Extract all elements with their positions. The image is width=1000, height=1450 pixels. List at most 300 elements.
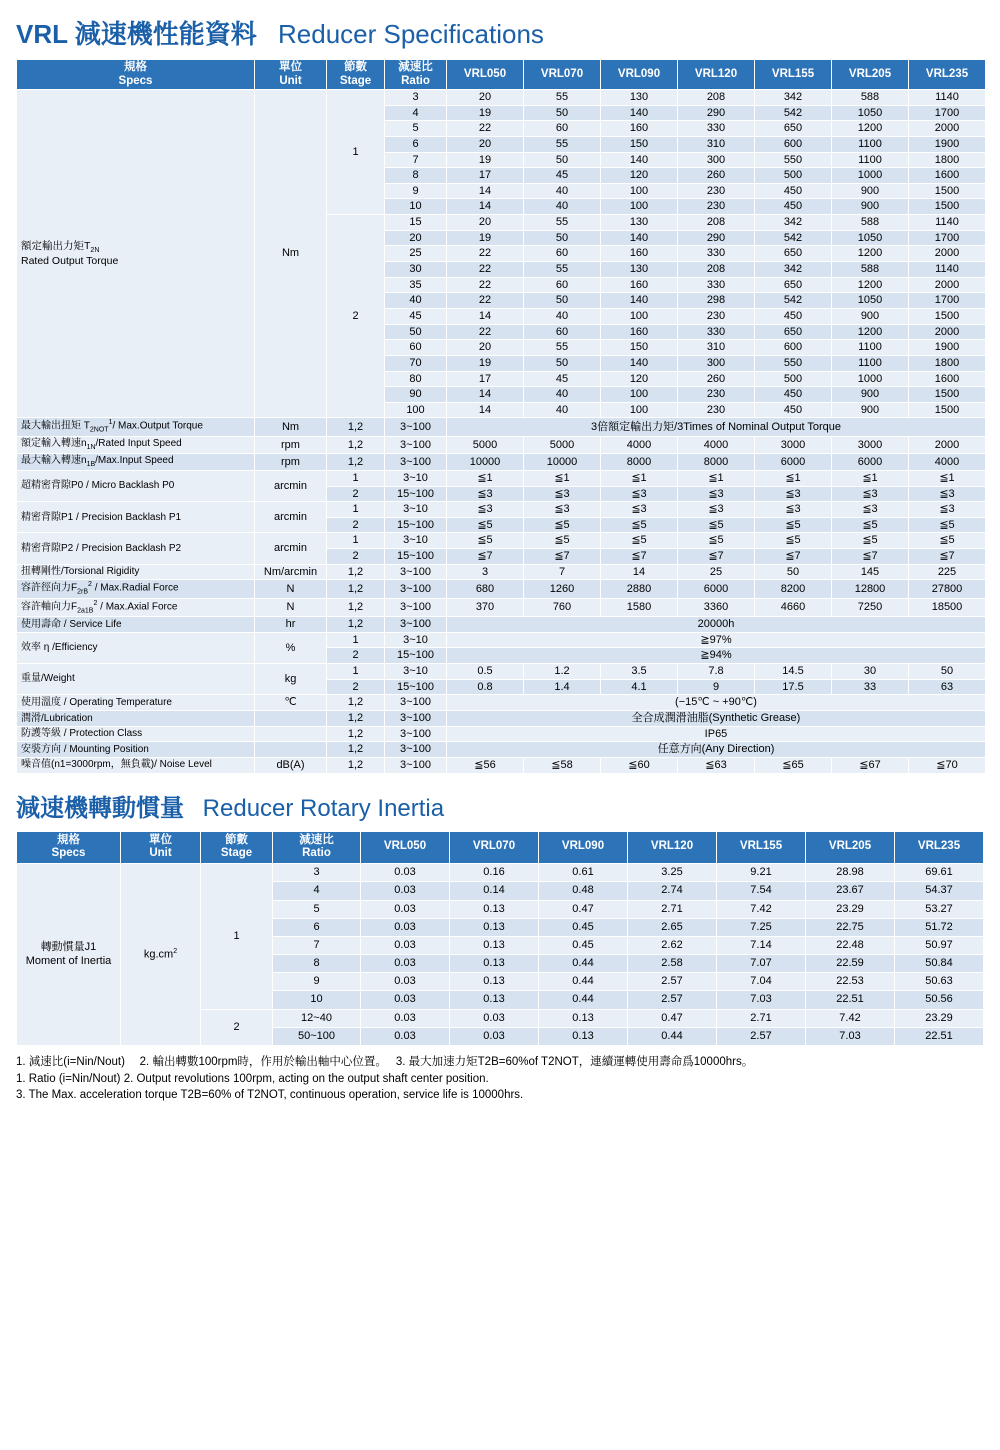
- table-row: [17, 533, 986, 549]
- cell-value: 0.44: [539, 991, 628, 1009]
- cell-stage: 1: [327, 502, 385, 518]
- table-row: [17, 90, 986, 106]
- cell-value: 14: [447, 387, 524, 403]
- cell-stage: 1,2: [327, 711, 385, 727]
- cell-value: 7250: [832, 598, 909, 616]
- cell-value: 3: [447, 564, 524, 580]
- cell-value: ≦5: [678, 533, 755, 549]
- cell-value: 53.27: [895, 900, 984, 918]
- header-model: VRL120: [628, 831, 717, 864]
- cell-value: 5000: [524, 436, 601, 453]
- cell-stage: 2: [327, 679, 385, 695]
- cell-unit: Nm: [255, 90, 327, 418]
- cell-value: 25: [678, 564, 755, 580]
- table-row: [17, 617, 986, 633]
- cell-value: 120: [601, 371, 678, 387]
- cell-value: 0.13: [450, 991, 539, 1009]
- cell-value: 1260: [524, 580, 601, 598]
- row-label: 防護等級 / Protection Class: [17, 726, 255, 742]
- header-model: VRL235: [895, 831, 984, 864]
- cell-value: ≦3: [601, 502, 678, 518]
- cell-value: ≦60: [601, 757, 678, 773]
- cell-value: 298: [678, 293, 755, 309]
- cell-value: 3000: [832, 436, 909, 453]
- cell-ratio: 30: [385, 262, 447, 278]
- cell-value: 55: [524, 136, 601, 152]
- cell-value: 8000: [678, 453, 755, 470]
- cell-value: 30: [832, 664, 909, 680]
- cell-value: 100: [601, 387, 678, 403]
- header-stage: 節數 Stage: [201, 831, 273, 864]
- cell-value: ≦3: [524, 502, 601, 518]
- cell-value: ≦5: [909, 533, 986, 549]
- cell-value: 1900: [909, 340, 986, 356]
- cell-unit: [255, 742, 327, 758]
- cell-value: ≦7: [447, 549, 524, 565]
- cell-value: 50.63: [895, 973, 984, 991]
- cell-stage: 2: [327, 486, 385, 502]
- cell-value: 310: [678, 340, 755, 356]
- cell-ratio: 10: [273, 991, 361, 1009]
- cell-value: 330: [678, 277, 755, 293]
- cell-stage: 2: [327, 517, 385, 533]
- cell-value: 160: [601, 277, 678, 293]
- cell-stage: 1: [327, 664, 385, 680]
- cell-value: 0.13: [450, 955, 539, 973]
- cell-ratio: 3~100: [385, 726, 447, 742]
- cell-value: 50.97: [895, 936, 984, 954]
- cell-value: 22: [447, 262, 524, 278]
- cell-value: 7.54: [717, 882, 806, 900]
- cell-value: 150: [601, 136, 678, 152]
- cell-value: 145: [832, 564, 909, 580]
- cell-value: ≦7: [601, 549, 678, 565]
- cell-value: 900: [832, 308, 909, 324]
- cell-value: 542: [755, 105, 832, 121]
- cell-value: 20: [447, 136, 524, 152]
- cell-value: ≦5: [601, 533, 678, 549]
- cell-value: 20: [447, 215, 524, 231]
- cell-value: 6000: [678, 580, 755, 598]
- cell-value: 310: [678, 136, 755, 152]
- cell-ratio: 9: [385, 183, 447, 199]
- cell-value: 100: [601, 308, 678, 324]
- cell-value: 0.13: [539, 1009, 628, 1027]
- cell-value: 1200: [832, 246, 909, 262]
- cell-ratio: 25: [385, 246, 447, 262]
- cell-value: 19: [447, 355, 524, 371]
- cell-value: 7.04: [717, 973, 806, 991]
- cell-ratio: 45: [385, 308, 447, 324]
- cell-value: 550: [755, 152, 832, 168]
- cell-value: 330: [678, 246, 755, 262]
- cell-value: 1050: [832, 293, 909, 309]
- cell-value: 588: [832, 215, 909, 231]
- header-model: VRL090: [539, 831, 628, 864]
- cell-value: 500: [755, 371, 832, 387]
- cell-value: 2.58: [628, 955, 717, 973]
- cell-ratio: 3: [273, 864, 361, 882]
- cell-value: 50: [524, 152, 601, 168]
- cell-value: ≦3: [601, 486, 678, 502]
- cell-value: 22: [447, 277, 524, 293]
- cell-value: 17.5: [755, 679, 832, 695]
- cell-value: 40: [524, 308, 601, 324]
- cell-value: ≦1: [832, 470, 909, 486]
- header-model: VRL050: [447, 60, 524, 90]
- cell-value: 1600: [909, 168, 986, 184]
- cell-value: 2.71: [717, 1009, 806, 1027]
- row-label: 最大輸入轉速$n_{1B}/Max.Input$ Speed: [17, 453, 255, 470]
- cell-value: 900: [832, 387, 909, 403]
- cell-value: 7.42: [717, 900, 806, 918]
- cell-value: 12800: [832, 580, 909, 598]
- cell-stage: 1,2: [327, 757, 385, 773]
- inertia-title-en: Reducer Rotary Inertia: [202, 794, 445, 822]
- cell-value: 208: [678, 215, 755, 231]
- table-row: [17, 695, 986, 711]
- cell-value: 1050: [832, 230, 909, 246]
- cell-stage: 2: [327, 648, 385, 664]
- cell-value: 1580: [601, 598, 678, 616]
- cell-value: 760: [524, 598, 601, 616]
- cell-value: 7.03: [717, 991, 806, 1009]
- table-row: [17, 742, 986, 758]
- cell-value: 450: [755, 308, 832, 324]
- cell-value: 2.65: [628, 918, 717, 936]
- cell-unit: ℃: [255, 695, 327, 711]
- cell-value: 2.57: [628, 973, 717, 991]
- cell-value: 208: [678, 262, 755, 278]
- cell-ratio: 15~100: [385, 517, 447, 533]
- cell-value: 4000: [678, 436, 755, 453]
- cell-value: ≦1: [447, 470, 524, 486]
- header-specs: 規格 Specs: [17, 60, 255, 90]
- cell-value: 300: [678, 355, 755, 371]
- cell-value: 7.8: [678, 664, 755, 680]
- cell-value: 330: [678, 121, 755, 137]
- cell-value: 55: [524, 90, 601, 106]
- cell-stage: 1,2: [327, 418, 385, 436]
- header-model: VRL235: [909, 60, 986, 90]
- cell-unit: [255, 711, 327, 727]
- cell-stage: 1,2: [327, 742, 385, 758]
- cell-value: 50: [909, 664, 986, 680]
- cell-value: 1000: [832, 168, 909, 184]
- cell-ratio: 90: [385, 387, 447, 403]
- table-row: [17, 664, 986, 680]
- cell-value: 160: [601, 246, 678, 262]
- cell-value-span: 任意方向(Any Direction): [447, 742, 986, 758]
- cell-ratio: 12~40: [273, 1009, 361, 1027]
- cell-ratio: 15: [385, 215, 447, 231]
- cell-ratio: 3~10: [385, 533, 447, 549]
- cell-value: 17: [447, 168, 524, 184]
- cell-stage: 2: [327, 215, 385, 418]
- cell-value: 63: [909, 679, 986, 695]
- cell-value-span: (−15℃ ~ +90℃): [447, 695, 986, 711]
- cell-value: 55: [524, 262, 601, 278]
- cell-value: 0.44: [539, 955, 628, 973]
- table-row: [17, 453, 986, 470]
- row-label: 超精密背隙P0 / Micro Backlash P0: [17, 470, 255, 501]
- cell-value: ≦3: [447, 486, 524, 502]
- cell-value: 6000: [832, 453, 909, 470]
- cell-value: 130: [601, 215, 678, 231]
- row-label: 安裝方向 / Mounting Position: [17, 742, 255, 758]
- row-label: 精密背隙P2 / Precision Backlash P2: [17, 533, 255, 564]
- cell-unit: arcmin: [255, 502, 327, 533]
- cell-value: 50: [524, 293, 601, 309]
- cell-ratio: 100: [385, 402, 447, 418]
- cell-value: 22.51: [806, 991, 895, 1009]
- cell-value: ≦5: [832, 533, 909, 549]
- cell-value: 0.03: [361, 936, 450, 954]
- cell-value: 450: [755, 402, 832, 418]
- cell-value: 60: [524, 277, 601, 293]
- cell-value: 140: [601, 105, 678, 121]
- cell-value: 230: [678, 308, 755, 324]
- cell-value: 225: [909, 564, 986, 580]
- cell-value: 588: [832, 262, 909, 278]
- cell-stage: 1: [201, 864, 273, 1010]
- cell-value: 2880: [601, 580, 678, 598]
- cell-ratio: 50: [385, 324, 447, 340]
- cell-ratio: 3~10: [385, 632, 447, 648]
- cell-value: 6000: [755, 453, 832, 470]
- cell-ratio: 3~10: [385, 664, 447, 680]
- cell-value: 4000: [601, 436, 678, 453]
- cell-value: 1500: [909, 402, 986, 418]
- cell-value: 20: [447, 90, 524, 106]
- cell-value: ≦3: [832, 502, 909, 518]
- cell-value: 14: [601, 564, 678, 580]
- cell-stage: 1,2: [327, 695, 385, 711]
- cell-stage: 1,2: [327, 726, 385, 742]
- cell-ratio: 3~100: [385, 564, 447, 580]
- cell-value: 650: [755, 324, 832, 340]
- cell-value: 0.03: [361, 900, 450, 918]
- header-unit: 單位 Unit: [255, 60, 327, 90]
- cell-value: 0.14: [450, 882, 539, 900]
- cell-value: 45: [524, 168, 601, 184]
- cell-stage: 1: [327, 632, 385, 648]
- cell-value: 19: [447, 152, 524, 168]
- cell-ratio: 4: [273, 882, 361, 900]
- cell-ratio: 15~100: [385, 679, 447, 695]
- cell-value: 542: [755, 293, 832, 309]
- cell-value: 0.5: [447, 664, 524, 680]
- cell-ratio: 15~100: [385, 648, 447, 664]
- cell-value: 650: [755, 246, 832, 262]
- table-row: [17, 757, 986, 773]
- cell-value: ≦5: [678, 517, 755, 533]
- cell-value: ≦65: [755, 757, 832, 773]
- cell-stage: 2: [327, 549, 385, 565]
- row-label-inertia: 轉動慣量J1 Moment of Inertia: [17, 864, 121, 1046]
- cell-value: 19: [447, 230, 524, 246]
- header-model: VRL050: [361, 831, 450, 864]
- cell-value: 14: [447, 308, 524, 324]
- cell-value: 23.29: [806, 900, 895, 918]
- cell-value: 69.61: [895, 864, 984, 882]
- cell-value: ≦1: [755, 470, 832, 486]
- table-row: [17, 436, 986, 453]
- cell-value: 1.2: [524, 664, 601, 680]
- cell-value: 130: [601, 262, 678, 278]
- cell-ratio: 9: [273, 973, 361, 991]
- cell-value: ≦3: [524, 486, 601, 502]
- cell-value: 14: [447, 183, 524, 199]
- cell-value: 60: [524, 246, 601, 262]
- cell-value: 22.53: [806, 973, 895, 991]
- header-model: VRL120: [678, 60, 755, 90]
- cell-value: ≦7: [909, 549, 986, 565]
- cell-value: 0.44: [628, 1027, 717, 1045]
- cell-value: 7.03: [806, 1027, 895, 1045]
- cell-value: 5000: [447, 436, 524, 453]
- cell-value: 7.25: [717, 918, 806, 936]
- cell-value: ≦1: [601, 470, 678, 486]
- cell-value: 22.51: [895, 1027, 984, 1045]
- cell-value: 50.56: [895, 991, 984, 1009]
- cell-value: ≦5: [601, 517, 678, 533]
- cell-value: ≦3: [909, 502, 986, 518]
- cell-unit: [255, 726, 327, 742]
- cell-value: 140: [601, 152, 678, 168]
- cell-ratio: 6: [385, 136, 447, 152]
- cell-ratio: 5: [273, 900, 361, 918]
- cell-value: 3360: [678, 598, 755, 616]
- row-label: 精密背隙P1 / Precision Backlash P1: [17, 502, 255, 533]
- cell-value: 2000: [909, 436, 986, 453]
- cell-value: 0.13: [539, 1027, 628, 1045]
- cell-value: 650: [755, 121, 832, 137]
- cell-stage: 1,2: [327, 580, 385, 598]
- cell-value-span: ≧94%: [447, 648, 986, 664]
- table-row: [17, 564, 986, 580]
- cell-value: 0.03: [361, 1009, 450, 1027]
- cell-value: 0.61: [539, 864, 628, 882]
- cell-unit: Nm: [255, 418, 327, 436]
- cell-value: 208: [678, 90, 755, 106]
- cell-value: 1140: [909, 90, 986, 106]
- cell-value: 450: [755, 199, 832, 215]
- cell-ratio: 3~100: [385, 695, 447, 711]
- row-label: 重量/Weight: [17, 664, 255, 695]
- header-model: VRL205: [832, 60, 909, 90]
- cell-value: 0.03: [361, 1027, 450, 1045]
- cell-stage: 1,2: [327, 564, 385, 580]
- cell-value: 1200: [832, 324, 909, 340]
- cell-value: ≦7: [755, 549, 832, 565]
- cell-value: 0.03: [361, 991, 450, 1009]
- cell-ratio: 15~100: [385, 486, 447, 502]
- cell-value: 0.03: [361, 864, 450, 882]
- cell-value: 160: [601, 121, 678, 137]
- cell-value: ≦5: [524, 533, 601, 549]
- cell-value: 3.25: [628, 864, 717, 882]
- cell-value: 450: [755, 183, 832, 199]
- cell-value: ≦67: [832, 757, 909, 773]
- cell-stage: 1,2: [327, 598, 385, 616]
- cell-value: 1140: [909, 262, 986, 278]
- cell-ratio: 6: [273, 918, 361, 936]
- cell-value: 100: [601, 402, 678, 418]
- cell-value: ≦1: [678, 470, 755, 486]
- cell-value: 2000: [909, 277, 986, 293]
- cell-value: 500: [755, 168, 832, 184]
- row-label: 噪音值(n1=3000rpm，無負載)/ Noise Level: [17, 757, 255, 773]
- cell-value: 260: [678, 371, 755, 387]
- cell-value: ≦5: [524, 517, 601, 533]
- cell-value: 0.13: [450, 936, 539, 954]
- inertia-title: [16, 788, 984, 823]
- table-row: [17, 726, 986, 742]
- cell-value: 1500: [909, 308, 986, 324]
- footnote-en-1: 1. Ratio (i=Nin/Nout) 2. Output revolutions 100rpm, acting on the output shaft center position.: [16, 1072, 489, 1085]
- cell-value: 60: [524, 121, 601, 137]
- cell-value: 8000: [601, 453, 678, 470]
- cell-ratio: 7: [273, 936, 361, 954]
- cell-value: 230: [678, 183, 755, 199]
- cell-ratio: 3~100: [385, 418, 447, 436]
- cell-value: 7.42: [806, 1009, 895, 1027]
- cell-value: 1.4: [524, 679, 601, 695]
- row-label: 額定輸入轉速$n_{1N}$/Rated Input Speed: [17, 436, 255, 453]
- cell-value: 7.14: [717, 936, 806, 954]
- cell-value: 4000: [909, 453, 986, 470]
- cell-value: ≦3: [678, 486, 755, 502]
- cell-value: ≦5: [755, 517, 832, 533]
- cell-stage: 1: [327, 533, 385, 549]
- cell-value: 22: [447, 121, 524, 137]
- cell-value: ≦5: [447, 533, 524, 549]
- cell-unit: rpm: [255, 436, 327, 453]
- cell-ratio: 10: [385, 199, 447, 215]
- cell-value: 1600: [909, 371, 986, 387]
- cell-value: ≦7: [524, 549, 601, 565]
- cell-value: ≦3: [832, 486, 909, 502]
- row-label: 容許徑向力$F_{2rB}^2$ / Max.Radial Force: [17, 580, 255, 598]
- cell-value: 1500: [909, 183, 986, 199]
- cell-value: 900: [832, 183, 909, 199]
- cell-value: 150: [601, 340, 678, 356]
- cell-value: 330: [678, 324, 755, 340]
- cell-value: 7: [524, 564, 601, 580]
- cell-value: ≦5: [447, 517, 524, 533]
- cell-value: 9.21: [717, 864, 806, 882]
- cell-value: 550: [755, 355, 832, 371]
- header-model: VRL205: [806, 831, 895, 864]
- cell-value: 3000: [755, 436, 832, 453]
- cell-value: 14: [447, 402, 524, 418]
- cell-stage: 1,2: [327, 453, 385, 470]
- cell-value: 51.72: [895, 918, 984, 936]
- cell-value: ≦7: [832, 549, 909, 565]
- cell-value: ≦7: [678, 549, 755, 565]
- cell-value: 22: [447, 293, 524, 309]
- cell-value: 14.5: [755, 664, 832, 680]
- header-model: VRL070: [450, 831, 539, 864]
- cell-value: ≦3: [909, 486, 986, 502]
- cell-value: 2.57: [717, 1027, 806, 1045]
- cell-value: 0.48: [539, 882, 628, 900]
- table-row: [17, 598, 986, 616]
- inertia-table: [16, 831, 984, 1046]
- cell-value: 1800: [909, 152, 986, 168]
- cell-value: 2.74: [628, 882, 717, 900]
